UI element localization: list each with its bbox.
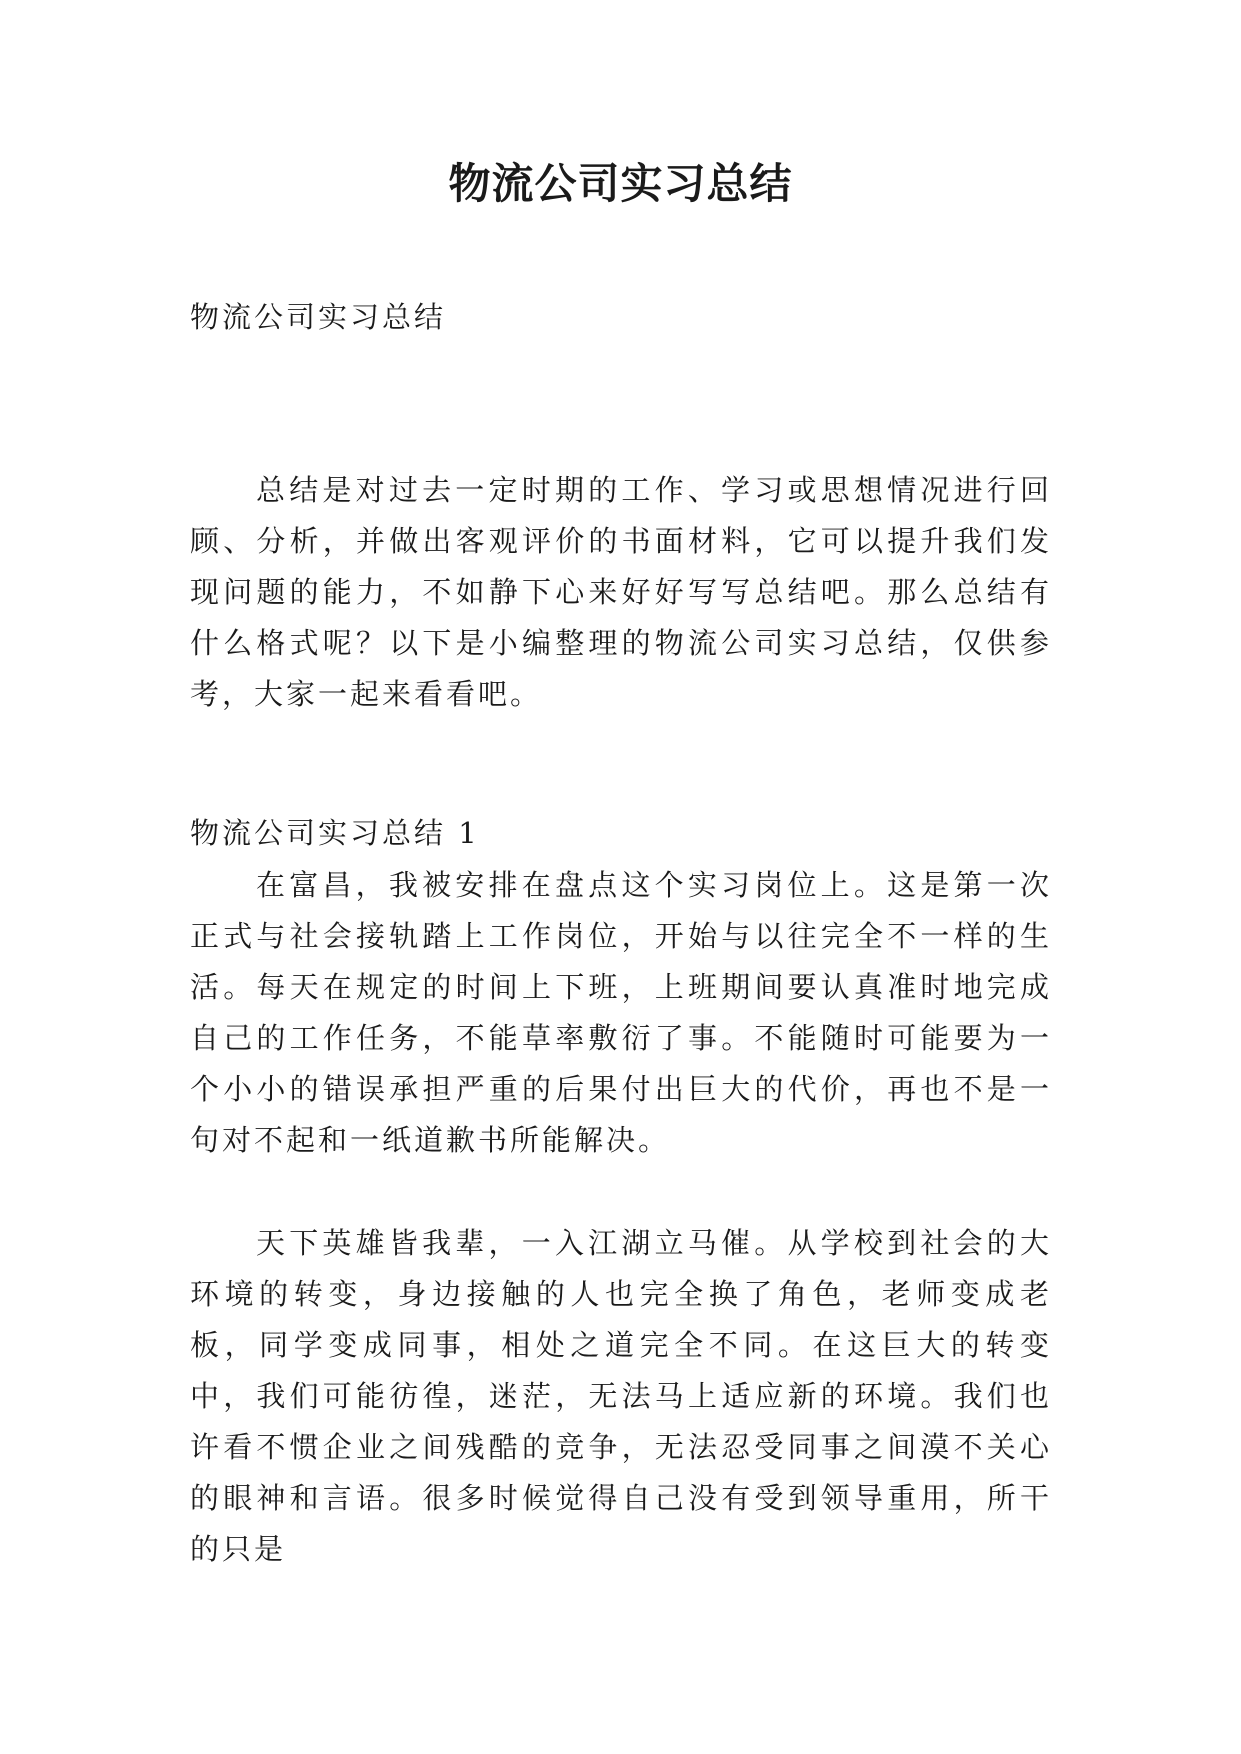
section-heading: 物流公司实习总结 1: [190, 816, 480, 850]
body-paragraph-1: 在富昌，我被安排在盘点这个实习岗位上。这是第一次正式与社会接轨踏上工作岗位，开始与以往完全不一样的生活。每天在规定的时间上下班，上班期间要认真准时地完成自己的工作任务，不能草率敷衍了事。不能随时可能要为一个小小的错误承担严重的后果付出巨大的代价，再也不是一句对不起和一纸道歉书所能解决。: [190, 868, 1052, 1157]
body-paragraph-2: 天下英雄皆我辈，一入江湖立马催。从学校到社会的大环境的转变，身边接触的人也完全换了角色，老师变成老板，同学变成同事，相处之道完全不同。在这巨大的转变中，我们可能彷徨，迷茫，无法马上适应新的环境。我们也许看不惯企业之间残酷的竞争，无法忍受同事之间漠不关心的眼神和言语。很多时候觉得自己没有受到领导重用，所干的只是: [190, 1226, 1052, 1566]
document-subtitle: 物流公司实习总结: [190, 300, 447, 334]
document-title: 物流公司实习总结: [448, 159, 793, 208]
intro-paragraph: 总结是对过去一定时期的工作、学习或思想情况进行回顾、分析，并做出客观评价的书面材料，它可以提升我们发现问题的能力，不如静下心来好好写写总结吧。那么总结有什么格式呢？以下是小编整理的物流公司实习总结，仅供参考，大家一起来看看吧。: [190, 473, 1052, 711]
